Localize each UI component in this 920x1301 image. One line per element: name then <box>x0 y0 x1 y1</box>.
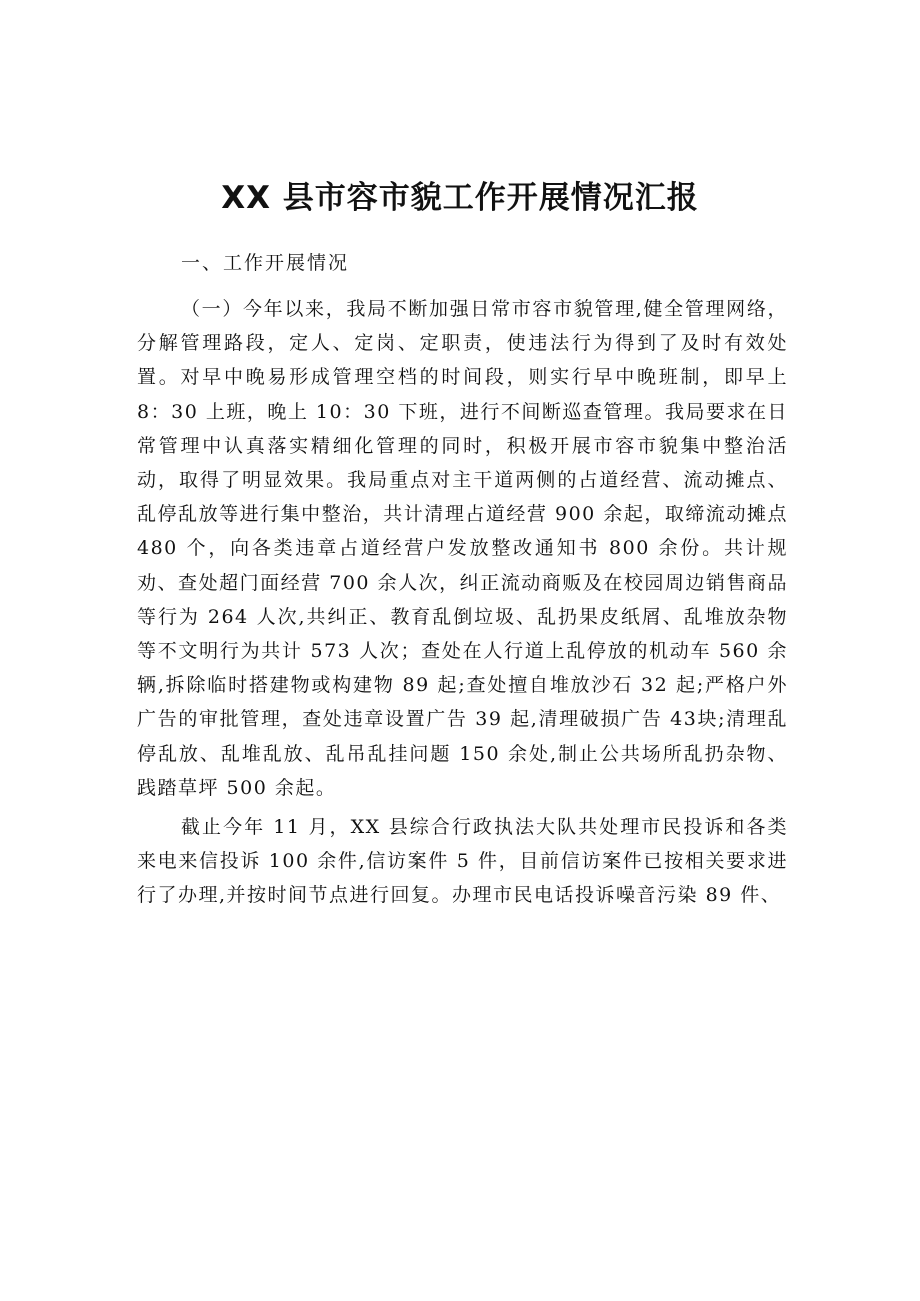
paragraph-complaints: 截止今年 11 月，XX 县综合行政执法大队共处理市民投诉和各类来电来信投诉 100 余件,信访案件 5 件，目前信访案件已按相关要求进行了办理,并按时间节点进行回复。办理市民电话投诉噪音污染 89 件、 <box>137 816 788 907</box>
document-title: XX 县市容市貌工作开展情况汇报 <box>221 180 699 216</box>
section-heading: 一、工作开展情况 <box>181 252 350 274</box>
document-body <box>137 240 788 918</box>
paragraph-work-overview: （一）今年以来，我局不断加强日常市容市貌管理,健全管理网络，分解管理路段，定人、定岗、定职责，使违法行为得到了及时有效处置。对早中晚易形成管理空档的时间段，则实行早中晚班制，即早上 8：30 上班，晚上 10：30 下班，进行不间断巡查管理。我局要求在日常管理中认真落实精细化管理的同时，积极开展市容市貌集中整治活动，取得了明显效果。我局重点对主干道两侧的占道经营、流动摊点、乱停乱放等进行集中整治，共计清理占道经营 900 余起，取缔流动摊点 480 个，向各类违章占道经营户发放整改通知书 800 余份。共计规劝、查处超门面经营 700 余人次，纠正流动商贩及在校园周边销售商品等行为 264 人次,共纠正、教育乱倒垃圾、乱扔果皮纸屑、乱堆放杂物等不文明行为共计 573 人次；查处在人行道上乱停放的机动车 560 余辆,拆除临时搭建物或构建物 89 起;查处擅自堆放沙石 32 起;严格户外广告的审批管理，查处违章设置广告 39 起,清理破损广告 43块;清理乱停乱放、乱堆乱放、乱吊乱挂问题 150 余处,制止公共场所乱扔杂物、践踏草坪 500 余起。 <box>137 298 788 799</box>
